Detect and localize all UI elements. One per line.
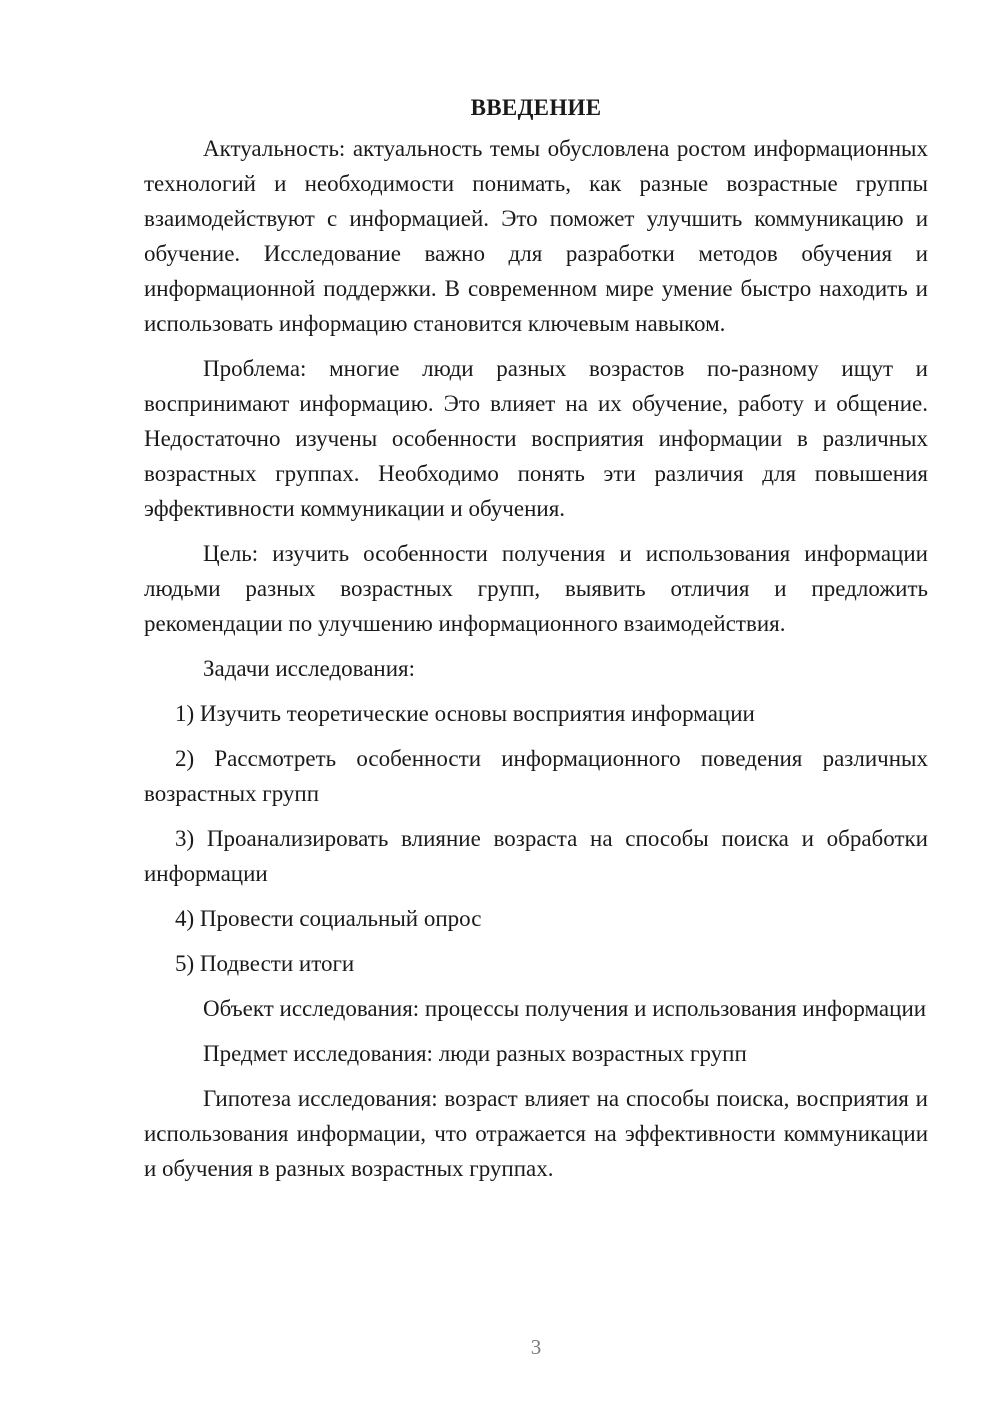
task-item: 4) Провести социальный опрос	[175, 906, 482, 931]
paragraph-subject: Предмет исследования: люди разных возрастных групп	[203, 1041, 747, 1066]
task-item: 5) Подвести итоги	[175, 951, 355, 976]
paragraph-relevance: Актуальность: актуальность темы обусловлена ростом информационных технологий и необходимости понимать, как разные возрастные группы взаимодействуют с информацией. Это поможет улучшить коммуникацию и обучение. Исследование важно для разработки методов обучения и информационной поддержки. В современном мире умение быстро находить и использовать информацию становится ключевым навыком.	[144, 136, 928, 336]
paragraph-problem: Проблема: многие люди разных возрастов по-разному ищут и воспринимают информацию. Это влияет на их обучение, работу и общение. Недостаточно изучены особенности восприятия информации в различных возрастных группах. Необходимо понять эти различия для повышения эффективности коммуникации и обучения.	[144, 356, 928, 521]
section-title: ВВЕДЕНИЕ	[470, 95, 602, 120]
paragraph-object: Объект исследования: процессы получения и использования информации	[203, 996, 927, 1021]
paragraph-tasks-heading: Задачи исследования:	[203, 656, 416, 681]
paragraph-goal: Цель: изучить особенности получения и использования информации людьми разных возрастных групп, выявить отличия и предложить рекомендации по улучшению информационного взаимодействия.	[144, 541, 928, 636]
document-body	[144, 90, 928, 1196]
task-item: 2) Рассмотреть особенности информационного поведения различных возрастных групп	[144, 746, 928, 806]
task-item: 1) Изучить теоретические основы восприятия информации	[175, 701, 755, 726]
task-item: 3) Проанализировать влияние возраста на способы поиска и обработки информации	[144, 826, 928, 886]
paragraph-hypothesis: Гипотеза исследования: возраст влияет на способы поиска, восприятия и использования информации, что отражается на эффективности коммуникации и обучения в разных возрастных группах.	[144, 1086, 928, 1181]
page-number: 3	[530, 1335, 542, 1359]
